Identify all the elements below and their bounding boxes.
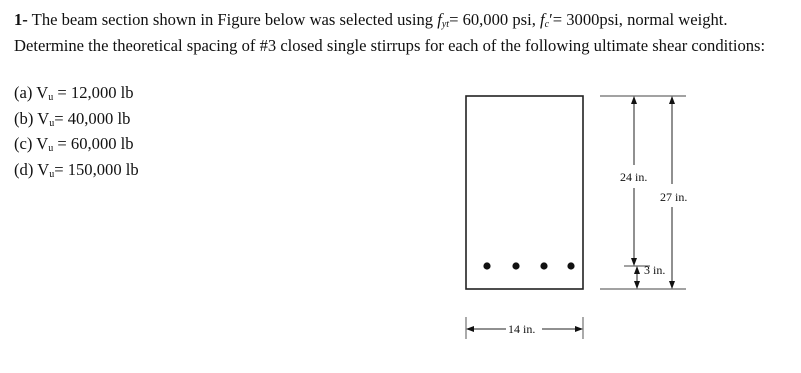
fyt-value: = 60,000 psi, <box>449 10 541 29</box>
problem-text-a: The beam section shown in Figure below was selected using <box>27 10 438 29</box>
case-d-sub: u <box>49 168 55 180</box>
case-a-sub: u <box>48 92 54 103</box>
fc-symbol: f <box>540 10 545 29</box>
cover-dim-label: 3 in. <box>644 263 666 277</box>
fc-prime: ′ <box>549 10 553 29</box>
case-c-sub: u <box>48 143 54 154</box>
fyt-symbol: f <box>437 10 442 29</box>
case-d-prefix: (d) V <box>14 159 50 179</box>
fyt-subscript: yt <box>441 19 450 30</box>
case-b-prefix: (b) V <box>14 108 50 128</box>
fc-value: = 3000psi, normal <box>552 10 675 29</box>
rebar-2 <box>512 262 519 269</box>
problem-text-b: weight. Determine the theoretical spacing of #3 closed single stirrups for each of the following ultimate shear conditions: <box>14 10 766 55</box>
case-c-prefix: (c) V <box>14 134 49 153</box>
beam-section-outline <box>466 96 583 289</box>
case-b-sub: u <box>49 117 55 129</box>
depth-dim-label: 24 in. <box>620 170 648 184</box>
case-d-value: = 150,000 lb <box>54 159 139 179</box>
rebar-3 <box>540 262 547 269</box>
rebar-1 <box>483 262 490 269</box>
rebar-4 <box>567 262 574 269</box>
case-c-value: = 60,000 lb <box>53 134 134 153</box>
case-a-prefix: (a) V <box>14 83 49 102</box>
case-a-value: = 12,000 lb <box>53 83 134 102</box>
problem-number: 1- <box>14 10 28 29</box>
case-b-value: = 40,000 lb <box>54 108 131 128</box>
width-dim-label: 14 in. <box>508 322 536 336</box>
total-dim-label: 27 in. <box>660 190 688 204</box>
fc-subscript: c <box>544 19 550 30</box>
